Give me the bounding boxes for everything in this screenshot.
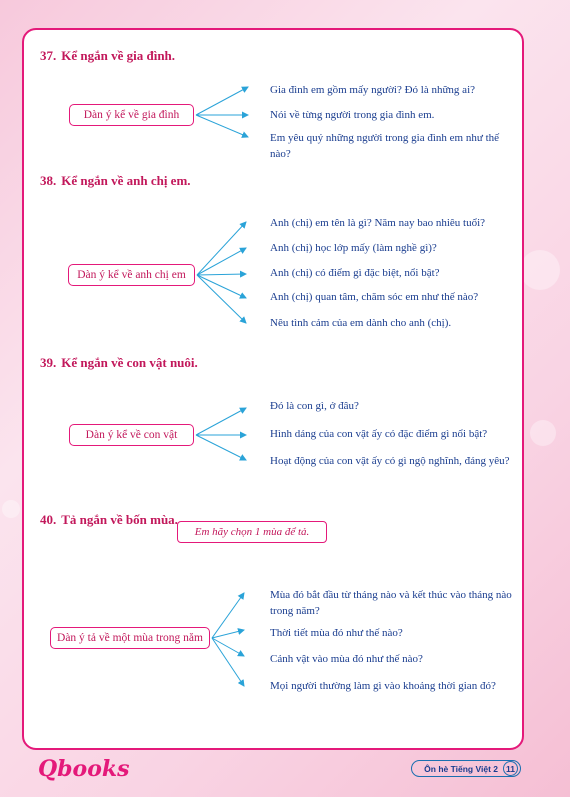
outline-item: Em yêu quý những người trong gia đình em như thế nào? [270, 132, 500, 160]
outline-box: Dàn ý kể về con vật [69, 424, 194, 446]
outline-item: Hình dáng của con vật ấy có đặc điểm gì nổi bật? [270, 428, 488, 440]
arrow [196, 115, 248, 137]
arrow [196, 87, 248, 115]
outline-item: Anh (chị) em tên là gì? Năm nay bao nhiêu tuổi? [270, 217, 486, 229]
section-title: Tả ngắn về bốn mùa. [61, 512, 178, 527]
outline-item: Hoạt động của con vật ấy có gì ngộ nghĩnh, đáng yêu? [270, 455, 510, 467]
arrow [212, 638, 244, 686]
outline-item: Cảnh vật vào mùa đó như thế nào? [270, 653, 423, 665]
outline-item: Thời tiết mùa đó như thế nào? [270, 627, 403, 639]
background-dot [2, 500, 20, 518]
arrow [197, 248, 246, 275]
outline-item: Mọi người thường làm gì vào khoảng thời gian đó? [270, 680, 496, 692]
publisher-logo: Qbooks [38, 756, 130, 782]
arrow [197, 222, 246, 275]
section-heading [40, 48, 175, 64]
worksheet-card [22, 28, 524, 750]
section-heading [40, 512, 178, 528]
section-title: Kể ngắn về gia đình. [61, 48, 176, 63]
background-dot [530, 420, 556, 446]
outline-item: Anh (chị) quan tâm, chăm sóc em như thế nào? [270, 291, 479, 303]
arrow [212, 638, 244, 656]
outline-item: Mùa đó bắt đầu từ tháng nào và kết thúc vào tháng nào trong năm? [270, 589, 512, 617]
arrow [212, 630, 244, 638]
section-number: 40. [40, 512, 57, 527]
arrow [197, 274, 246, 275]
arrow [212, 593, 244, 638]
outline-box: Dàn ý kể về anh chị em [68, 264, 195, 286]
outline-item: Gia đình em gồm mấy người? Đó là những ai? [270, 84, 476, 96]
outline-item: Nói về từng người trong gia đình em. [270, 109, 435, 121]
page-number: 11 [503, 761, 518, 776]
arrow [197, 275, 246, 298]
section-title: Kể ngắn về anh chị em. [61, 173, 191, 188]
section-number: 38. [40, 173, 57, 188]
outline-box: Dàn ý tả về một mùa trong năm [50, 627, 210, 649]
section-heading [40, 355, 198, 371]
section-heading [40, 173, 191, 189]
background-dot [520, 250, 560, 290]
outline-item: Nêu tình cảm của em dành cho anh (chị). [270, 317, 452, 329]
section-title: Kể ngắn về con vật nuôi. [61, 355, 198, 370]
arrow [196, 408, 246, 435]
footer-badge [411, 760, 521, 777]
section-number: 39. [40, 355, 57, 370]
arrow [196, 435, 246, 460]
outline-item: Anh (chị) có điểm gì đặc biệt, nổi bật? [270, 267, 440, 279]
book-title: Ôn hè Tiếng Việt 2 [424, 763, 498, 774]
section-number: 37. [40, 48, 57, 63]
outline-box: Dàn ý kể về gia đình [69, 104, 194, 126]
outline-item: Đó là con gì, ở đâu? [270, 400, 359, 412]
instruction-note: Em hãy chọn 1 mùa để tả. [177, 521, 327, 543]
arrow [197, 275, 246, 323]
outline-item: Anh (chị) học lớp mấy (làm nghề gì)? [270, 242, 437, 254]
